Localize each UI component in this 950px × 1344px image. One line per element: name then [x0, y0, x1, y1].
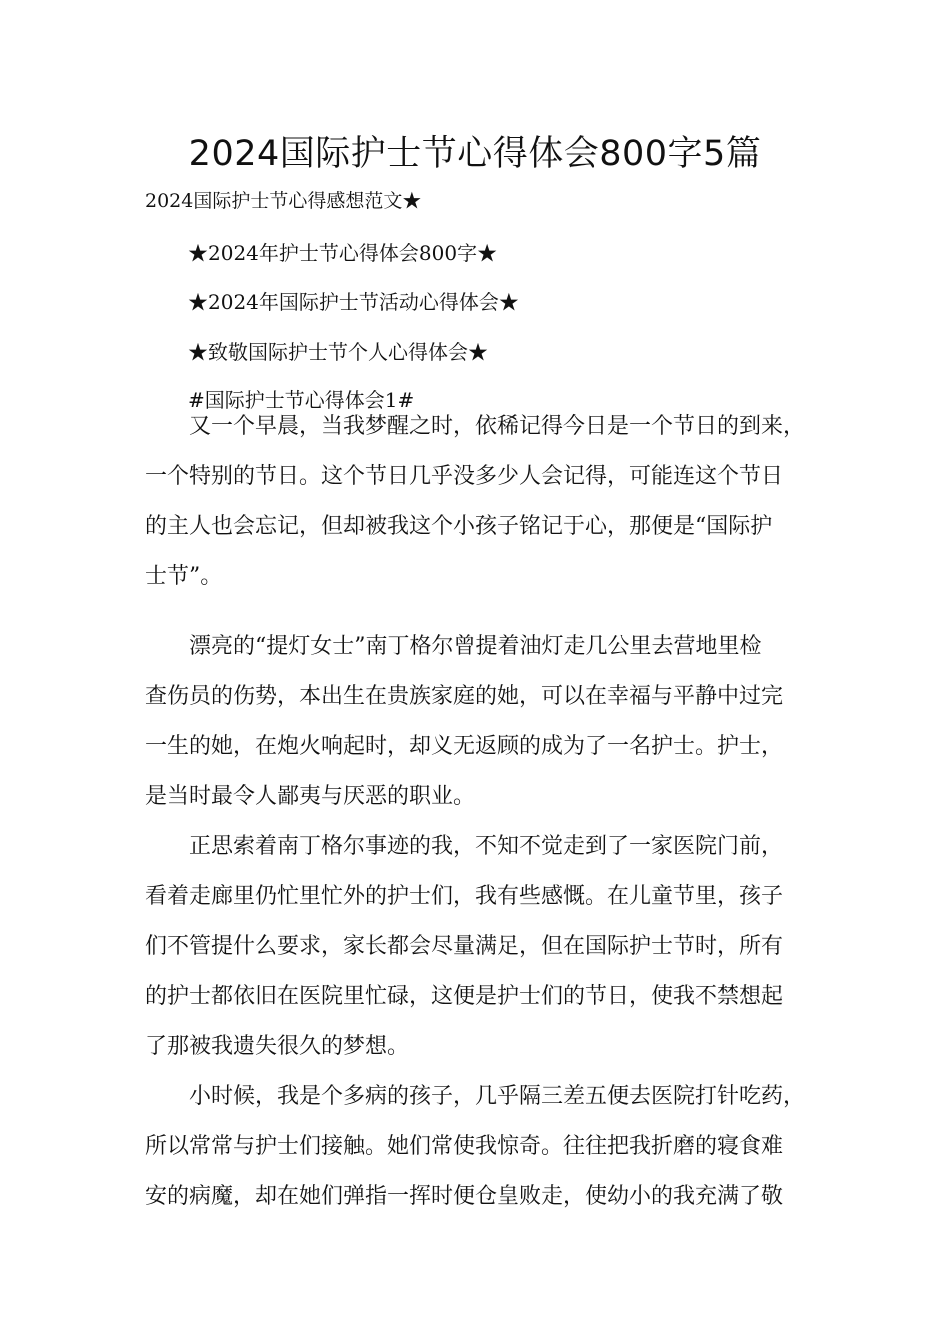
intro-line: 2024国际护士节心得感想范文★	[145, 190, 422, 212]
toc-item: ★致敬国际护士节个人心得体会★	[188, 340, 488, 364]
paragraph-line: 的主人也会忘记，但却被我这个小孩子铭记于心，那便是“国际护	[145, 514, 773, 539]
paragraph-line: 安的病魔，却在她们弹指一挥时便仓皇败走，使幼小的我充满了敬	[145, 1184, 784, 1209]
document-title: 2024国际护士节心得体会800字5篇	[188, 134, 762, 174]
paragraph-line: 了那被我遗失很久的梦想。	[145, 1034, 410, 1059]
paragraph-line: 们不管提什么要求，家长都会尽量满足，但在国际护士节时，所有	[145, 934, 784, 959]
paragraph-line: 一个特别的节日。这个节日几乎没多少人会记得，可能连这个节日	[145, 464, 784, 489]
body-paragraph	[145, 822, 835, 1072]
paragraph-line: 又一个早晨，当我梦醒之时，依稀记得今日是一个节日的到来，	[189, 414, 806, 439]
body-paragraph	[145, 402, 835, 602]
body-paragraph	[145, 1072, 835, 1222]
paragraph-line: 看着走廊里仍忙里忙外的护士们，我有些感慨。在儿童节里，孩子	[145, 884, 784, 909]
toc-item: ★2024年国际护士节活动心得体会★	[188, 290, 519, 314]
paragraph-line: 所以常常与护士们接触。她们常使我惊奇。往往把我折磨的寝食难	[145, 1134, 784, 1159]
paragraph-line: 是当时最令人鄙夷与厌恶的职业。	[145, 784, 476, 809]
paragraph-line: 的护士都依旧在医院里忙碌，这便是护士们的节日，使我不禁想起	[145, 984, 784, 1009]
paragraph-line: 漂亮的“提灯女士”南丁格尔曾提着油灯走几公里去营地里检	[189, 634, 762, 659]
toc-item: ★2024年护士节心得体会800字★	[188, 241, 498, 265]
body-paragraph	[145, 622, 835, 822]
paragraph-line: 一生的她，在炮火响起时，却义无返顾的成为了一名护士。护士，	[145, 734, 784, 759]
paragraph-line: 小时候，我是个多病的孩子，几乎隔三差五便去医院打针吃药，	[189, 1084, 806, 1109]
paragraph-line: 查伤员的伤势，本出生在贵族家庭的她，可以在幸福与平静中过完	[145, 684, 784, 709]
paragraph-line: 士节”。	[145, 564, 223, 589]
section-heading: #国际护士节心得体会1#	[188, 388, 415, 412]
paragraph-line: 正思索着南丁格尔事迹的我，不知不觉走到了一家医院门前，	[189, 834, 784, 859]
